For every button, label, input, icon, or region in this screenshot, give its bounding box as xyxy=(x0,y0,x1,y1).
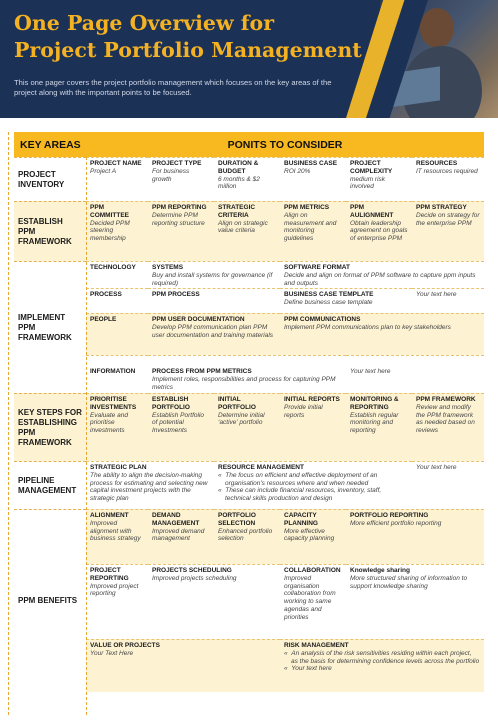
implement-people: PEOPLE xyxy=(86,313,148,355)
benefit-alignment xyxy=(86,509,148,564)
benefit-collaboration xyxy=(280,564,346,639)
pipeline-strategic-plan xyxy=(86,461,214,509)
keystep-initial-portfolio xyxy=(214,393,280,461)
cell-value: Implement PPM communications plan to key stakeholders xyxy=(284,323,451,331)
cell-title: DEMAND MANAGEMENT xyxy=(152,512,200,527)
cell-value: Develop PPM communication plan PPM user documentation and training materials xyxy=(152,323,274,339)
bullet-item xyxy=(218,487,408,503)
establish-metrics xyxy=(280,201,346,261)
cell-title: PROJECTS SCHEDULING xyxy=(152,567,232,574)
bullet-item xyxy=(284,650,480,666)
benefit-knowledge-sharing xyxy=(346,564,484,639)
cell-title: PPM FRAMEWORK xyxy=(416,396,476,403)
cell-title: PPM USER DOCUMENTATION xyxy=(152,316,245,323)
cell-title: DURATION & BUDGET xyxy=(218,160,259,175)
cell-title: PPM REPORTING xyxy=(152,204,207,211)
bullet-text: These can include financial resources, inventory, staff, technical skills production and design xyxy=(225,487,382,503)
implement-business-case-template xyxy=(280,288,412,313)
cell-value: Decided PPM steering membership xyxy=(90,219,130,243)
inventory-resources xyxy=(412,157,484,201)
cell-value: Provide initial reports xyxy=(284,403,323,419)
cell-value: Your text here xyxy=(350,368,391,375)
cell-value: Improved alignment with business strategy xyxy=(90,519,141,543)
page-title-line2: Project Portfolio Management xyxy=(14,38,362,62)
cell-value: IT resources required xyxy=(416,167,478,175)
label-establish-framework: ESTABLISH PPM FRAMEWORK xyxy=(14,201,86,261)
benefit-risk-management xyxy=(280,639,484,692)
cell-title: PPM STRATEGY xyxy=(416,204,467,211)
bullet-text: Your text here xyxy=(291,665,332,673)
implement-communications xyxy=(280,313,484,355)
cell-value: Improved project reporting xyxy=(90,582,139,598)
cell-value: More structured sharing of information to support knowledge sharing xyxy=(350,574,468,590)
cell-title: RESOURCES xyxy=(416,160,458,167)
cell-value: Improved projects scheduling xyxy=(152,574,237,582)
left-bracket-line xyxy=(8,132,9,715)
cell-value: Align on strategic value criteria xyxy=(218,219,268,235)
points-header: PONITS TO CONSIDER xyxy=(86,132,484,157)
implement-info-extra xyxy=(346,355,484,393)
bullet-text: The focus on efficient and effective deployment of an organisation's resources where and when needed xyxy=(225,471,378,487)
cell-title: RISK MANAGEMENT xyxy=(284,642,349,649)
implement-ppm-process: PPM PROCESS xyxy=(148,288,280,313)
keystep-prioritise xyxy=(86,393,148,461)
bullet-item xyxy=(218,472,408,488)
cell-value: Determine initial ‘active’ portfolio xyxy=(218,411,265,427)
cell-title: PPM METRICS xyxy=(284,204,330,211)
cell-value: Implement roles, responsibilities and process for capturing PPM metrics xyxy=(152,375,336,391)
cell-value: Your text here xyxy=(416,291,457,298)
inventory-project-type xyxy=(148,157,214,201)
cell-value: Decide on strategy for the enterprise PPM xyxy=(416,211,480,227)
cell-title: ESTABLISH PORTFOLIO xyxy=(152,396,190,411)
keystep-initial-reports xyxy=(280,393,346,461)
implement-process-extra xyxy=(412,288,484,313)
cell-title: PPM COMMITTEE xyxy=(90,204,129,219)
cell-value: For business growth xyxy=(152,167,190,183)
key-areas-header: KEY AREAS xyxy=(14,132,86,157)
inventory-project-name xyxy=(86,157,148,201)
cell-value: 6 months & $2 million xyxy=(218,175,260,191)
cell-title: COLLABORATION xyxy=(284,567,341,574)
cell-title: STRATEGIC CRITERIA xyxy=(218,204,256,219)
keystep-monitoring xyxy=(346,393,412,461)
inventory-business-case xyxy=(280,157,346,201)
cell-title: BUSINESS CASE TEMPLATE xyxy=(284,291,374,298)
cell-title: BUSINESS CASE xyxy=(284,160,338,167)
page-title-line1: One Page Overview for xyxy=(14,11,275,35)
bullet-icon: « xyxy=(284,649,288,657)
bullet-icon: « xyxy=(284,665,288,673)
bullet-icon: « xyxy=(218,471,222,479)
cell-title: INITIAL REPORTS xyxy=(284,396,340,403)
cell-title: PORTFOLIO SELECTION xyxy=(218,512,256,527)
overview-table xyxy=(14,132,484,715)
cell-title: ALIGNMENT xyxy=(90,512,129,519)
cell-value: More efficient portfolio reporting xyxy=(350,519,442,527)
label-ppm-benefits: PPM BENEFITS xyxy=(14,509,86,692)
establish-alignment xyxy=(346,201,412,261)
cell-title: PPM COMMUNICATIONS xyxy=(284,316,361,323)
cell-value: Enhanced portfolio selection xyxy=(218,527,273,543)
cell-value: ROI 20% xyxy=(284,167,311,175)
implement-technology: TECHNOLOGY xyxy=(86,261,148,288)
pipeline-extra xyxy=(412,461,484,509)
cell-value: medium risk involved xyxy=(350,175,386,191)
cell-value: Define business case template xyxy=(284,298,373,306)
cell-value: The ability to align the decision-making process for estimating and selecting new capital investment projects with the strategic plan xyxy=(90,471,208,503)
inventory-duration-budget xyxy=(214,157,280,201)
cell-title: VALUE OR PROJECTS xyxy=(90,642,160,649)
cell-value: Your Text Here xyxy=(90,649,134,657)
benefit-capacity-planning xyxy=(280,509,346,564)
cell-title: PROJECT REPORTING xyxy=(90,567,129,582)
cell-title: Knowledge sharing xyxy=(350,567,410,574)
cell-value: Review and modify the PPM framework as needed based on reviews xyxy=(416,403,475,435)
cell-title: SYSTEMS xyxy=(152,264,184,271)
pipeline-resource-management xyxy=(214,461,412,509)
inventory-complexity xyxy=(346,157,412,201)
person-head-shape xyxy=(420,8,454,48)
implement-user-documentation xyxy=(148,313,280,355)
cell-value: Improved organisation collaboration from working to same agendas and priorities xyxy=(284,574,336,621)
cell-value: Project A xyxy=(90,167,117,175)
cell-title: PRIORITISE INVESTMENTS xyxy=(90,396,137,411)
cell-value: Align on measurement and monitoring guidelines xyxy=(284,211,337,243)
cell-value: Your text here xyxy=(416,464,457,471)
implement-information: INFORMATION xyxy=(86,355,148,393)
page-subtitle: This one pager covers the project portfolio management which focuses on the key areas of the project along with the important points to be focused. xyxy=(14,78,332,97)
implement-process-metrics xyxy=(148,355,346,393)
key-area-divider-line xyxy=(86,157,87,715)
cell-title: CAPACITY PLANNING xyxy=(284,512,318,527)
keystep-ppm-framework xyxy=(412,393,484,461)
benefit-demand-management xyxy=(148,509,214,564)
establish-reporting xyxy=(148,201,214,261)
cell-title: MONITORING & REPORTING xyxy=(350,396,399,411)
cell-value: Decide and align on format of PPM software to capture ppm inputs and outputs xyxy=(284,271,476,287)
benefit-portfolio-reporting xyxy=(346,509,484,564)
label-pipeline-management: PIPELINE MANAGEMENT xyxy=(14,461,86,509)
cell-title: SOFTWARE FORMAT xyxy=(284,264,350,271)
benefit-portfolio-selection xyxy=(214,509,280,564)
implement-software-format xyxy=(280,261,484,288)
cell-title: PROJECT COMPLEXITY xyxy=(350,160,393,175)
cell-title: PROCESS FROM PPM METRICS xyxy=(152,368,252,375)
cell-value: More effective capacity planning xyxy=(284,527,335,543)
bullet-text: An analysis of the risk sensitivities residing within each project, as the basis for determining confidence levels across the portfolio xyxy=(291,649,480,665)
label-implement-framework: IMPLEMENT PPM FRAMEWORK xyxy=(14,261,86,393)
cell-value: Obtain leadership agreement on goals of enterprise PPM xyxy=(350,219,408,243)
establish-committee xyxy=(86,201,148,261)
implement-process: PROCESS xyxy=(86,288,148,313)
cell-title: PROJECT TYPE xyxy=(152,160,202,167)
implement-systems xyxy=(148,261,280,288)
cell-value: Improved demand management xyxy=(152,527,205,543)
benefit-projects-scheduling xyxy=(148,564,280,639)
label-key-steps: KEY STEPS FOR ESTABLISHING PPM FRAMEWORK xyxy=(14,393,86,461)
header-banner xyxy=(0,0,498,118)
establish-strategic-criteria xyxy=(214,201,280,261)
cell-value: Buy and install systems for governance (if required) xyxy=(152,271,273,287)
cell-title: RESOURCE MANAGEMENT xyxy=(218,464,304,471)
benefit-project-reporting xyxy=(86,564,148,639)
page-title xyxy=(14,10,384,64)
cell-title: STRATEGIC PLAN xyxy=(90,464,147,471)
benefit-value-projects xyxy=(86,639,280,692)
keystep-establish-portfolio xyxy=(148,393,214,461)
cell-title: PORTFOLIO REPORTING xyxy=(350,512,429,519)
cell-value: Establish regular monitoring and reporting xyxy=(350,411,399,435)
bullet-icon: « xyxy=(218,487,222,495)
bullet-item xyxy=(284,665,480,673)
cell-value: Determine PPM reporting structure xyxy=(152,211,205,227)
cell-value: Establish Portfolio of potential Investments xyxy=(152,411,205,435)
cell-title: PROJECT NAME xyxy=(90,160,142,167)
cell-value: Evaluate and prioritise investments xyxy=(90,411,128,435)
label-project-inventory: PROJECT INVENTORY xyxy=(14,157,86,201)
establish-strategy xyxy=(412,201,484,261)
cell-title: INITIAL PORTFOLIO xyxy=(218,396,256,411)
cell-title: PPM AULIGNMENT xyxy=(350,204,394,219)
